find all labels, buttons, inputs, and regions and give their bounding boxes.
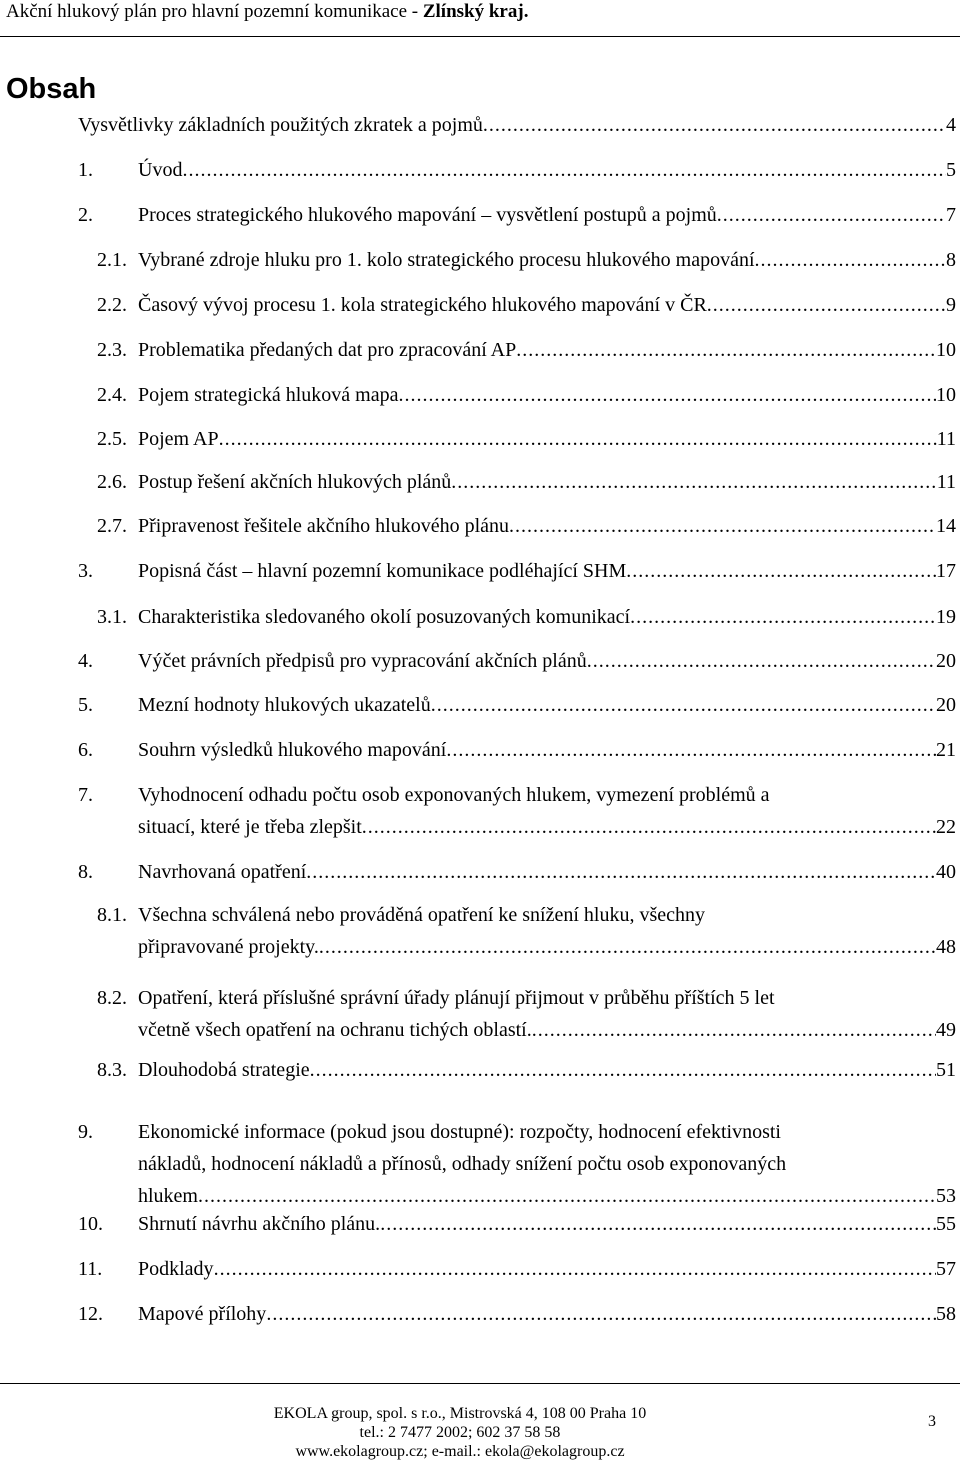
toc-entry [0,290,960,320]
toc-entry-number: 2.7. [97,515,127,537]
page-title: Obsah [6,73,97,105]
toc-entry-number: 1. [78,159,93,181]
toc-entry-link[interactable] [138,1299,956,1329]
toc-entry-title: včetně všech opatření na ochranu tichých oblastí. [138,1019,532,1041]
toc-dot-leader [587,646,936,676]
toc-page-number: 8 [946,249,956,271]
toc-entry-title: Podklady [138,1258,214,1280]
toc-entry-title: Shrnutí návrhu akčního plánu. [138,1213,381,1235]
toc-entry-text-line: Ekonomické informace (pokud jsou dostupné): rozpočty, hodnocení efektivnosti [138,1121,781,1143]
toc-entry-link[interactable] [138,690,956,720]
toc-entry-link[interactable] [138,646,956,676]
toc-entry [0,467,960,497]
toc-entry-title: Připravenost řešitele akčního hlukového plánu [138,515,510,537]
toc-page-number: 58 [936,1303,956,1325]
toc-page-number: 53 [936,1185,956,1207]
toc-entry-title: Charakteristika sledovaného okolí posuzovaných komunikací [138,606,631,628]
toc-dot-leader [398,380,936,410]
toc-page-number: 4 [946,114,956,136]
toc-page-number: 19 [936,606,956,628]
toc-entry-number: 2. [78,204,93,226]
toc-entry-link[interactable] [138,245,956,275]
toc-page-number: 22 [936,816,956,838]
toc-entry-number: 9. [78,1121,93,1143]
toc-entry [0,424,960,454]
toc-entry-text-line: Opatření, která příslušné správní úřady plánují přijmout v průběhu příštích 5 let [138,987,775,1009]
toc-entry-text-line: Všechna schválená nebo prováděná opatření ke snížení hluku, všechny [138,904,706,926]
toc-entry-number: 12. [78,1303,103,1325]
header-title: Akční hlukový plán pro hlavní pozemní komunikace - Zlínský kraj. [6,1,529,22]
toc-entry-link[interactable] [138,467,956,497]
toc-dot-leader [319,932,936,962]
toc-page-number: 55 [936,1213,956,1235]
toc-entry [0,812,960,842]
toc-page-number: 10 [936,339,956,361]
toc-entry-link[interactable] [138,735,956,765]
toc-page-number: 10 [936,384,956,406]
toc-entry-title: připravované projekty. [138,936,319,958]
toc-entry-number: 2.6. [97,471,127,493]
page-number: 3 [928,1413,936,1430]
toc-dot-leader [219,424,937,454]
toc-entry-number: 5. [78,694,93,716]
toc-entry [0,556,960,586]
toc-entry-link[interactable] [138,335,956,365]
toc-entry [0,735,960,765]
toc-entry-link[interactable] [138,857,956,887]
toc-entry-title: Souhrn výsledků hlukového mapování [138,739,447,761]
toc-page-number: 7 [946,204,956,226]
toc-dot-leader [516,335,936,365]
toc-entry-link[interactable] [138,1015,956,1045]
toc-dot-leader [626,556,936,586]
toc-page-number: 20 [936,650,956,672]
toc-entry [0,245,960,275]
toc-entry-link[interactable] [138,1209,956,1239]
toc-entry-title: Postup řešení akčních hlukových plánů [138,471,452,493]
toc-entry-number: 3. [78,560,93,582]
toc-entry-link[interactable] [138,511,956,541]
toc-page-number: 51 [936,1059,956,1081]
toc-dot-leader [446,735,936,765]
toc-page-number: 57 [936,1258,956,1280]
footer-phone: tel.: 2 7477 2002; 602 37 58 58 [359,1424,561,1441]
toc-entry [0,335,960,365]
toc-entry-title: Proces strategického hlukového mapování – vysvětlení postupů a pojmů [138,204,717,226]
toc-entry-link[interactable] [138,932,956,962]
toc-entry-link[interactable] [138,424,956,454]
toc-entry-title: Vybrané zdroje hluku pro 1. kolo strategického procesu hlukového mapování [138,249,755,271]
toc-entry-number: 2.5. [97,428,127,450]
toc-entry-title: Pojem AP [138,428,219,450]
toc-entry [0,511,960,541]
toc-entry-number: 8.1. [97,904,127,926]
toc-entry-link[interactable] [138,200,956,230]
toc-page-number: 40 [936,861,956,883]
toc-entry-link[interactable] [138,602,956,632]
toc-entry [0,1015,960,1045]
toc-dot-leader [310,1055,936,1085]
toc-entry-number: 8.3. [97,1059,127,1081]
toc-page-number: 5 [946,159,956,181]
toc-entry-title: Mezní hodnoty hlukových ukazatelů [138,694,431,716]
toc-entry-title: Časový vývoj procesu 1. kola strategického hlukového mapování v ČR [138,294,707,316]
toc-dot-leader [755,245,946,275]
toc-dot-leader [509,511,936,541]
toc-dot-leader [198,1181,936,1211]
toc-entry-number: 2.3. [97,339,127,361]
toc-entry-title: Úvod [138,159,183,181]
toc-entry-title: Problematika předaných dat pro zpracování AP [138,339,517,361]
toc-entry-title: Výčet právních předpisů pro vypracování akčních plánů [138,650,587,672]
toc-dot-leader [306,857,936,887]
toc-entry-text-line: nákladů, hodnocení nákladů a přínosů, odhady snížení počtu osob exponovaných [138,1153,787,1175]
toc-dot-leader [380,1209,936,1239]
toc-entry-title: situací, které je třeba zlepšit [138,816,362,838]
toc-entry-link[interactable] [138,380,956,410]
toc-entry-number: 2.4. [97,384,127,406]
toc-entry-number: 11. [78,1258,103,1280]
toc-entry [0,932,960,962]
footer-company: EKOLA group, spol. s r.o., Mistrovská 4, 108 00 Praha 10 [273,1405,647,1422]
toc-entry-number: 4. [78,650,93,672]
toc-entry-title: Popisná část – hlavní pozemní komunikace podléhající SHM [138,560,627,582]
footer-web-email: www.ekolagroup.cz; e-mail.: ekola@ekolagroup.cz [295,1443,625,1460]
footer-divider [0,1383,960,1384]
toc-entry-title: Navrhovaná opatření [138,861,307,883]
toc-entry-link[interactable] [138,155,956,185]
toc-page-number: 20 [936,694,956,716]
toc-entry-number: 10. [78,1213,103,1235]
toc-entry-link[interactable] [138,1055,956,1085]
toc-entry-number: 2.2. [97,294,127,316]
toc-entry [0,1055,960,1085]
toc-entry [0,110,960,140]
toc-entry [0,602,960,632]
toc-entry [0,1181,960,1211]
toc-entry-text-line: Vyhodnocení odhadu počtu osob exponovaných hlukem, vymezení problémů a [138,784,770,806]
toc-entry-number: 8. [78,861,93,883]
toc-entry-link[interactable] [138,812,956,842]
toc-dot-leader [362,812,936,842]
page-header [0,0,960,37]
toc-entry-number: 2.1. [97,249,127,271]
toc-entry [0,1209,960,1239]
toc-page-number: 14 [936,515,956,537]
toc-entry-title: Dlouhodobá strategie [138,1059,310,1081]
toc-page-number: 11 [936,471,956,493]
toc-entry [0,857,960,887]
toc-page-number: 48 [936,936,956,958]
toc-entry [0,690,960,720]
toc-entry-title: hlukem [138,1185,198,1207]
toc-entry-title: Mapové přílohy [138,1303,267,1325]
toc-page-number: 17 [936,560,956,582]
toc-dot-leader [266,1299,936,1329]
toc-entry [0,646,960,676]
toc-entry-link[interactable] [138,1254,956,1284]
toc-dot-leader [451,467,936,497]
toc-entry [0,380,960,410]
toc-entry-link[interactable] [138,290,956,320]
toc-page-number: 49 [936,1019,956,1041]
toc-entry-number: 3.1. [97,606,127,628]
toc-entry [0,1299,960,1329]
toc-page-number: 11 [936,428,956,450]
toc-dot-leader [630,602,936,632]
page-footer [210,1404,710,1461]
toc-entry-link[interactable] [138,1181,956,1211]
toc-entry-number: 7. [78,784,93,806]
toc-dot-leader [707,290,946,320]
toc-entry [0,155,960,185]
toc-page-number: 21 [936,739,956,761]
toc-entry-link[interactable] [138,556,956,586]
toc-entry-title: Vysvětlivky základních použitých zkratek a pojmů [78,114,483,136]
toc-dot-leader [717,200,946,230]
toc-dot-leader [431,690,936,720]
toc-dot-leader [214,1254,936,1284]
toc-dot-leader [483,110,946,140]
toc-entry-title: Pojem strategická hluková mapa [138,384,399,406]
toc-entry-link[interactable] [78,110,956,140]
toc-dot-leader [532,1015,936,1045]
toc-entry-number: 6. [78,739,93,761]
toc-entry [0,1254,960,1284]
toc-dot-leader [182,155,946,185]
toc-entry [0,200,960,230]
toc-page-number: 9 [946,294,956,316]
toc-entry-number: 8.2. [97,987,127,1009]
